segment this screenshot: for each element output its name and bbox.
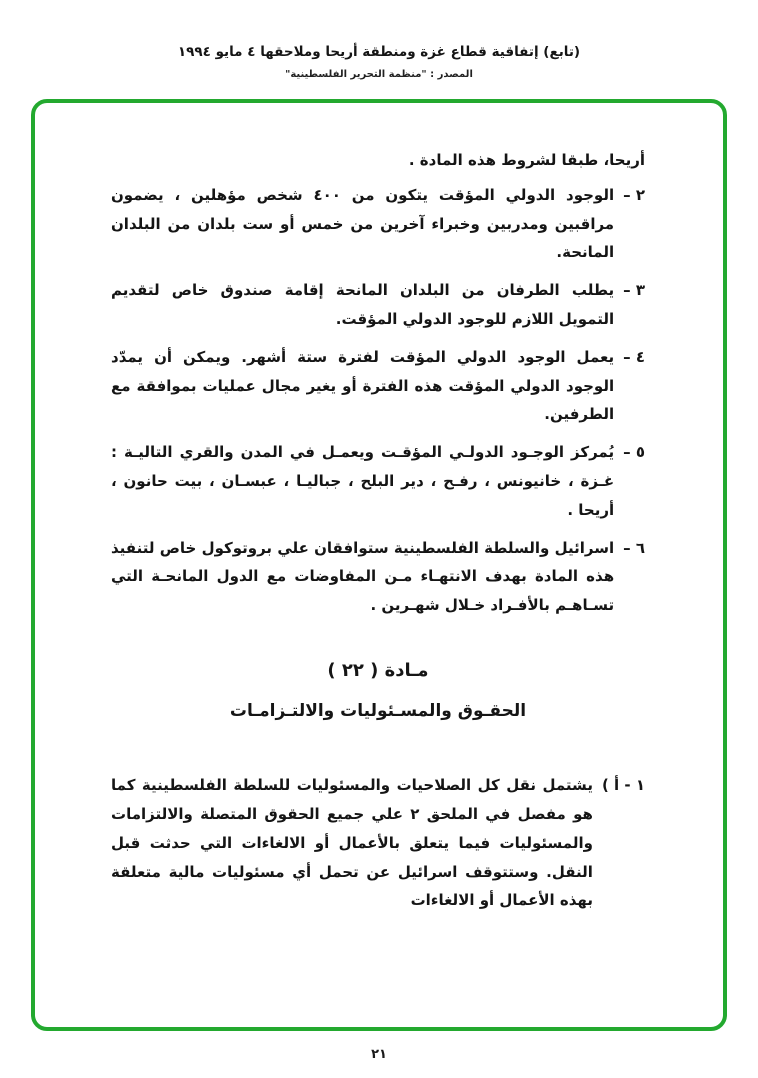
item-text: اسرائيل والسلطة الفلسطينية ستوافقان علي بروتوكول خاص لتنفيذ هذه المادة بهدف الانتهـاء مـن المفاوضات مع الدول المانحـة التي تسـاهـم بالأفـراد خـلال شهـرين . [111, 538, 615, 615]
item-number: ٥ – [623, 443, 645, 462]
list-item [111, 343, 645, 429]
document-body [111, 146, 645, 924]
document-title: (تابع) إتفاقية قطاع غزة ومنطقة أريحا وملاحقها ٤ مايو ١٩٩٤ [177, 44, 581, 60]
list-item [111, 438, 645, 524]
article-subheading: الحقـوق والمسـئوليات والالتـزامـات [229, 700, 527, 721]
document-source: المصدر : "منظمة التحرير الفلسطينية" [285, 69, 473, 80]
paragraph-continuation: أريحا، طبقا لشروط هذه المادة . [408, 151, 645, 169]
item-text: الوجود الدولي المؤقت يتكون من ٤٠٠ شخص مؤهلين ، يضمون مراقبين ومدربين وخبراء آخرين من خمس أو ست بلدان من البلدان المانحة. [111, 185, 615, 262]
page-number: ٢١ [371, 1047, 387, 1062]
item-number: ٣ – [623, 281, 645, 300]
list-item [111, 534, 645, 620]
item-text: يعمل الوجود الدولي المؤقت لفترة ستة أشهر. ويمكن أن يمدّد الوجود الدولي المؤقت هذه الفترة أو يغير مجال عمليات بموافقة مع الطرفين. [111, 347, 615, 424]
item-number: ٦ – [623, 538, 645, 557]
item-number: ٤ – [623, 347, 645, 366]
article-heading: مـادة ( ٢٢ ) [327, 659, 429, 681]
page-header [0, 44, 758, 80]
item-text: يشتمل نقل كل الصلاحيات والمسئوليات للسلطة الفلسطينية كما هو مفصل في الملحق ٢ علي جميع الحقوق المتصلة والالتزامات والمسئوليات فيما يتعلق بالأعمال أو الالغاءات التي حدثت قبل النقل. وستتوقف اسرائيل عن تحمل أي مسئوليات مالية متعلقة بهذه الأعمال أو الالغاءات [111, 776, 593, 910]
item-number: ١ - أ ) [601, 776, 645, 795]
item-text: يُمركز الوجـود الدولـي المؤقـت ويعمـل في المدن والقري التاليـة : غـزة ، خانيونس ، رفـح ، دير البلح ، جباليـا ، عبسـان ، بيت حانون ، أريحا . [111, 443, 615, 519]
item-text: يطلب الطرفان من البلدان المانحة إقامة صندوق خاص لتقديم التمويل اللازم للوجود الدولي المؤقت. [111, 281, 615, 328]
item-number: ٢ – [623, 185, 645, 204]
list-item [111, 276, 645, 334]
list-item [111, 771, 645, 915]
list-item [111, 181, 645, 267]
